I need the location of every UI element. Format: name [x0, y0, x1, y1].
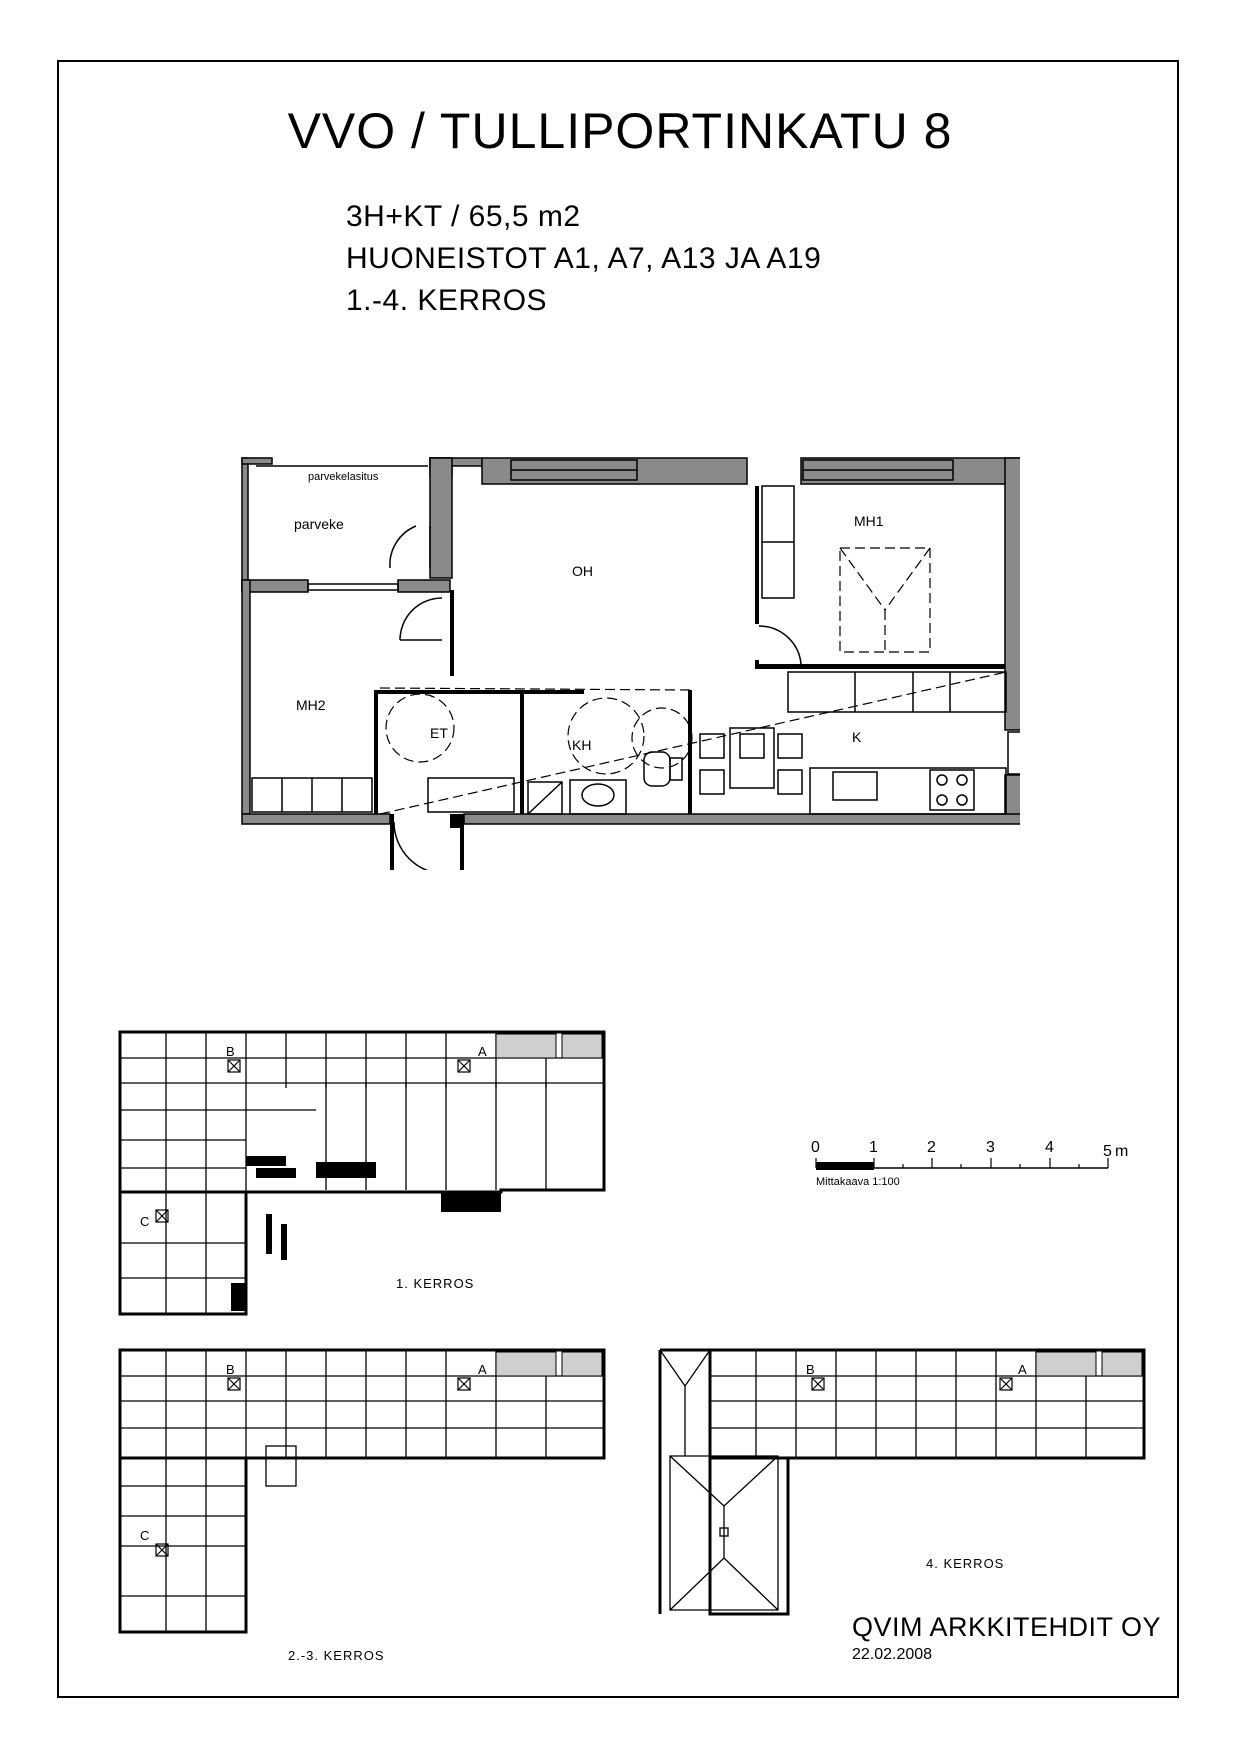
drawing-date: 22.02.2008	[852, 1646, 933, 1663]
scale-tick-4: 4	[1045, 1139, 1054, 1156]
scale-unit: m	[1115, 1143, 1129, 1160]
key-floor23-stair-b: B	[226, 1362, 235, 1377]
scale-bar	[806, 1128, 1146, 1190]
key-plan-floor-4	[656, 1346, 1148, 1618]
apartment-floors: 1.-4. KERROS	[346, 284, 548, 317]
key-floor23-stair-a: A	[478, 1362, 487, 1377]
scale-tick-1: 1	[869, 1139, 878, 1156]
key-floor23-stair-c: C	[140, 1528, 150, 1543]
label-floors-2-3: 2.-3. KERROS	[288, 1648, 385, 1663]
key-floor1-stair-b: B	[226, 1044, 235, 1059]
key-plan-floors-2-3	[116, 1346, 612, 1638]
scale-tick-0: 0	[811, 1139, 820, 1156]
label-bedroom-2: MH2	[296, 697, 326, 713]
architect-office: QVIM ARKKITEHDIT OY	[852, 1612, 1162, 1642]
label-entrance: ET	[430, 725, 448, 741]
key-floor1-stair-a: A	[478, 1044, 487, 1059]
label-living-room: OH	[572, 563, 593, 579]
apartment-floor-plan	[230, 450, 1020, 870]
label-kitchen: K	[852, 729, 862, 745]
label-bathroom: KH	[572, 737, 592, 753]
label-bedroom-1: MH1	[854, 513, 884, 529]
scale-tick-2: 2	[927, 1139, 936, 1156]
key-floor1-stair-c: C	[140, 1214, 150, 1229]
key-floor4-stair-b: B	[806, 1362, 815, 1377]
scale-tick-3: 3	[986, 1139, 995, 1156]
key-floor4-stair-a: A	[1018, 1362, 1027, 1377]
scale-caption: Mittakaava 1:100	[816, 1176, 900, 1188]
label-floor-4: 4. KERROS	[926, 1556, 1005, 1571]
scale-tick-5: 5	[1103, 1143, 1112, 1160]
key-plan-floor-1	[116, 1028, 612, 1318]
label-floor-1: 1. KERROS	[396, 1276, 475, 1291]
apartment-type-area: 3H+KT / 65,5 m2	[346, 200, 581, 233]
label-balcony: parveke	[294, 516, 344, 532]
apartment-units: HUONEISTOT A1, A7, A13 JA A19	[346, 242, 822, 275]
page-title: VVO / TULLIPORTINKATU 8	[287, 103, 953, 159]
label-balcony-glazing: parvekelasitus	[308, 471, 379, 483]
